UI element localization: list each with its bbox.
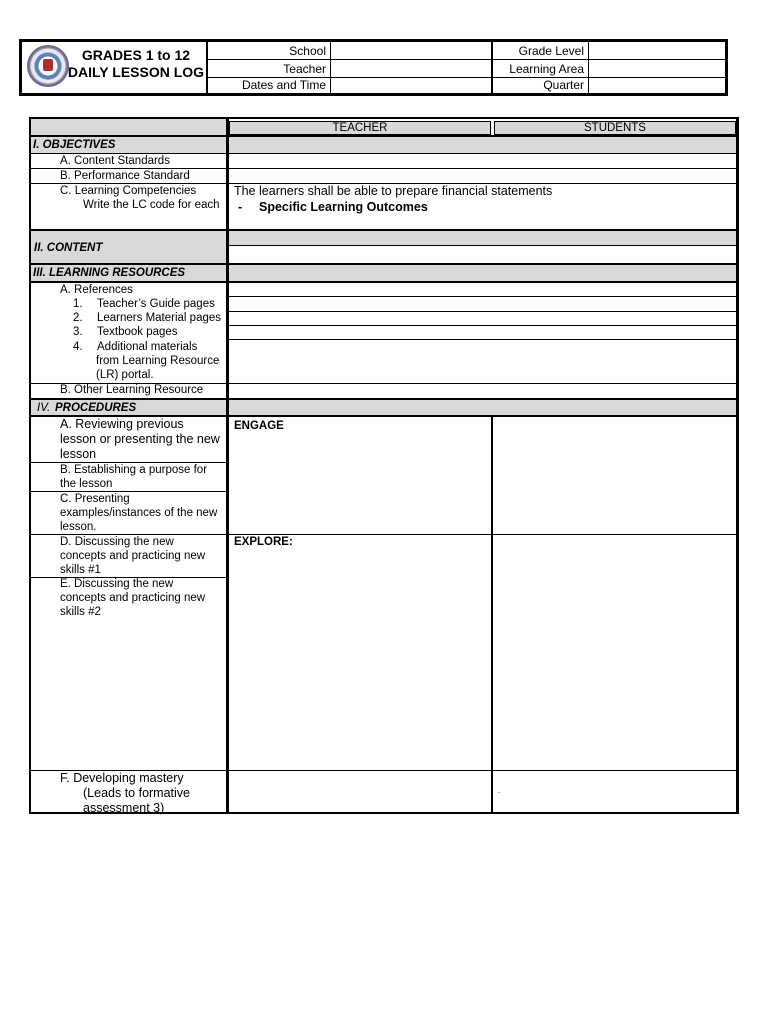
quarter-field[interactable] [589, 78, 725, 93]
quarter-label: Quarter [543, 78, 584, 92]
teacher-column-header: TEACHER [229, 121, 491, 135]
proc-f-line2: (Leads to formative [83, 786, 190, 800]
resource-item-4-line2: from Learning Resource [96, 355, 220, 367]
resource-item-1-num: 1. [73, 298, 83, 310]
engage-teacher-field[interactable] [229, 431, 491, 533]
resources-shade-cell [229, 265, 736, 281]
teacher-field[interactable] [331, 60, 491, 77]
resource-item-4-line3: (LR) portal. [96, 369, 154, 381]
content-standards-label: A. Content Standards [60, 155, 170, 167]
content-shade-cell [229, 231, 736, 245]
proc-b-line1: B. Establishing a purpose for [60, 464, 208, 476]
dates-time-label: Dates and Time [241, 78, 326, 92]
content-heading-cell [31, 231, 226, 264]
content-field[interactable] [229, 246, 736, 263]
proc-a-line3: lesson [60, 447, 97, 461]
explore-teacher-field[interactable] [229, 549, 491, 769]
resources-heading-cell [31, 265, 226, 281]
resources-heading: III. LEARNING RESOURCES [33, 267, 186, 279]
proc-b-line2: the lesson [60, 478, 113, 490]
mastery-teacher-field[interactable] [229, 771, 491, 814]
header-title-cell [22, 42, 208, 93]
proc-c-line3: lesson. [60, 521, 97, 533]
teacher-label: Teacher [283, 62, 326, 76]
header-title-line1: GRADES 1 to 12 [81, 47, 191, 63]
learning-area-label: Learning Area [509, 62, 584, 76]
resource-item-3-label: Textbook pages [97, 326, 178, 338]
content-standards-field[interactable] [229, 154, 736, 168]
resource-item-4-label: Additional materials [97, 341, 198, 353]
proc-c-line2: examples/instances of the new [60, 507, 218, 519]
resource-item-2-label: Learners Material pages [97, 312, 222, 324]
performance-standard-label: B. Performance Standard [60, 170, 190, 182]
proc-a-line2: lesson or presenting the new [60, 432, 220, 446]
performance-standard-field[interactable] [229, 169, 736, 183]
objectives-shade-cell [229, 137, 736, 153]
proc-c-line1: C. Presenting [60, 493, 130, 505]
mastery-students-mark: . [498, 786, 501, 795]
resource-item-3-num: 3. [73, 326, 83, 338]
learning-competencies-label: C. Learning Competencies [60, 185, 197, 197]
mastery-students-field[interactable] [494, 771, 736, 814]
students-column-header: STUDENTS [494, 121, 736, 135]
explore-label: EXPLORE: [234, 536, 293, 548]
blank-header-cell [31, 119, 226, 135]
objectives-heading: I. OBJECTIVES [33, 139, 116, 151]
procedures-heading: PROCEDURES [55, 402, 137, 414]
resource-item-1-label: Teacher’s Guide pages [97, 298, 215, 310]
lesson-log-table [29, 117, 739, 814]
resource-item-2-num: 2. [73, 312, 83, 324]
procedures-heading-roman: IV. [37, 402, 51, 414]
proc-e-line2: concepts and practicing new [60, 592, 206, 604]
proc-e-line1: E. Discussing the new [60, 578, 174, 590]
school-label: School [289, 44, 326, 58]
engage-label: ENGAGE [234, 420, 284, 432]
grade-level-field[interactable] [589, 42, 725, 59]
proc-e-line3: skills #2 [60, 606, 101, 618]
explore-students-field[interactable] [494, 535, 736, 769]
engage-students-field[interactable] [494, 417, 736, 533]
references-label: A. References [60, 284, 133, 296]
specific-learning-outcomes: Specific Learning Outcomes [259, 200, 428, 214]
learners-statement: The learners shall be able to prepare financial statements [234, 184, 553, 198]
school-field[interactable] [331, 42, 491, 59]
header-block [19, 39, 728, 96]
grade-level-label: Grade Level [518, 44, 584, 58]
proc-d-line3: skills #1 [60, 564, 101, 576]
other-resource-label: B. Other Learning Resource [60, 384, 204, 396]
header-title-line2: DAILY LESSON LOG [67, 64, 205, 80]
procedures-shade-cell [229, 400, 736, 415]
objectives-heading-cell [31, 137, 226, 153]
lc-code-label: Write the LC code for each [83, 199, 220, 211]
proc-d-line2: concepts and practicing new [60, 550, 206, 562]
proc-f-line1: F. Developing mastery [60, 771, 184, 785]
deped-seal-icon [27, 45, 69, 87]
proc-f-line3: assessment 3) [83, 801, 165, 815]
dates-time-field[interactable] [331, 78, 491, 93]
resource-item-4-num: 4. [73, 341, 83, 353]
learning-area-field[interactable] [589, 60, 725, 77]
outcomes-dash: - [238, 200, 243, 214]
proc-a-line1: A. Reviewing previous [60, 417, 184, 431]
content-heading: II. CONTENT [34, 242, 103, 254]
procedures-heading-cell [31, 400, 226, 415]
proc-d-line1: D. Discussing the new [60, 536, 174, 548]
